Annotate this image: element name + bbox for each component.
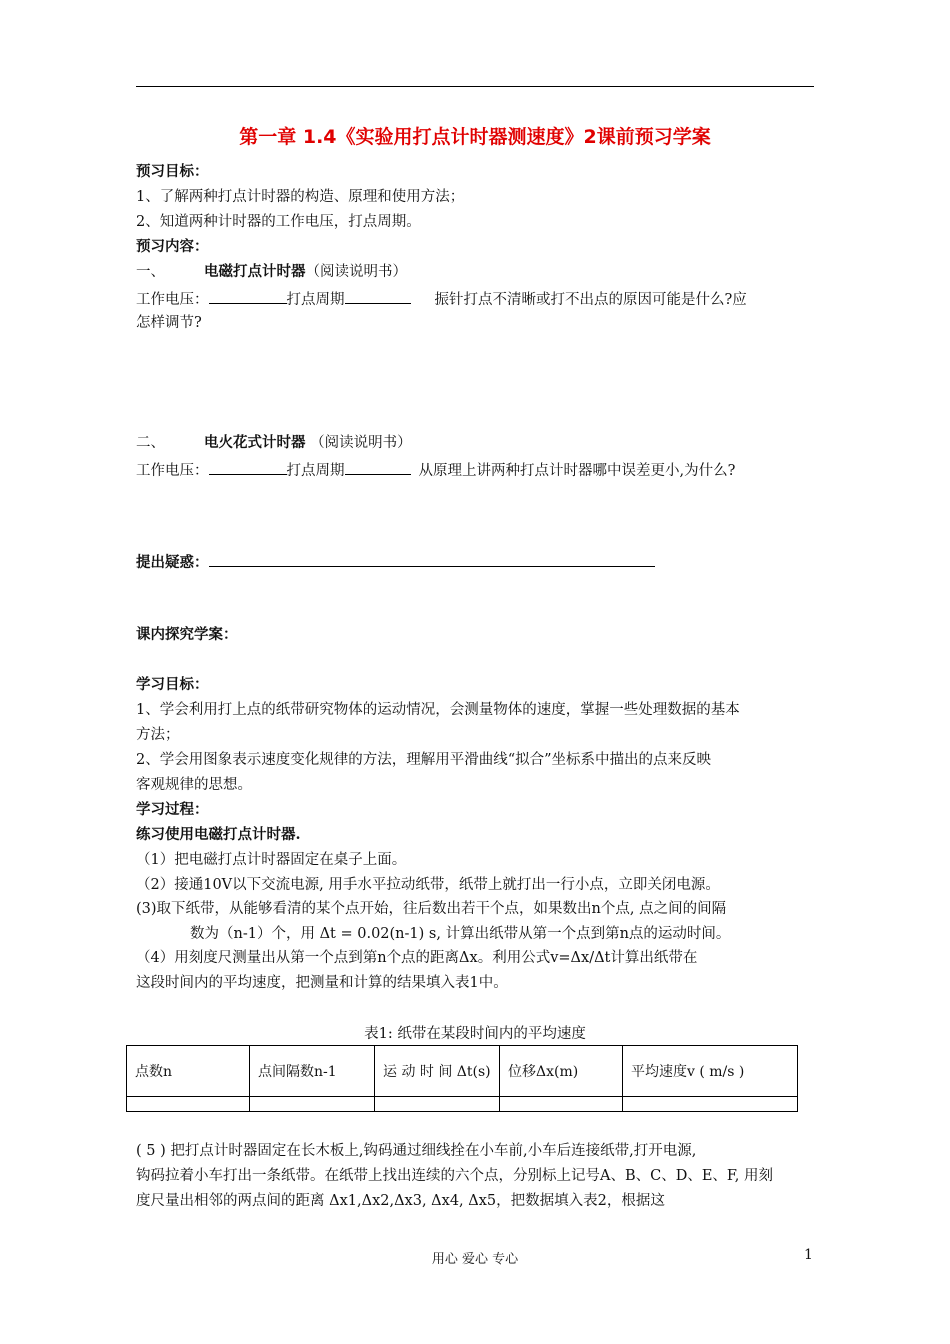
doubt-label: 提出疑惑： xyxy=(136,554,209,571)
practice-heading: 练习使用电磁打点计时器. xyxy=(136,826,301,843)
preview-goal-1: 1、了解两种打点计时器的构造、原理和使用方法； xyxy=(136,189,465,205)
table-header-cell: 位移Δx(m) xyxy=(500,1046,623,1097)
preview-content-heading: 预习内容： xyxy=(136,238,209,255)
section-1-fill-line xyxy=(136,288,747,310)
section-1-question: 振针打点不清晰或打不出点的原因可能是什么?应 xyxy=(434,292,747,308)
step-1: （1）把电磁打点计时器固定在桌子上面。 xyxy=(136,852,407,868)
table-header-cell: 平均速度v ( m/s ) xyxy=(623,1046,798,1097)
voltage-blank-2[interactable] xyxy=(209,459,287,475)
section-2-name: 电火花式计时器 xyxy=(204,434,306,451)
page-footer: 用心 爱心 专心 xyxy=(431,1252,519,1267)
inclass-heading: 课内探究学案： xyxy=(136,626,238,643)
process-heading: 学习过程： xyxy=(136,801,209,818)
learning-goal-1-cont: 方法； xyxy=(136,727,180,743)
step-4: （4）用刻度尺测量出从第一个点到第n个点的距离Δx。利用公式v=Δx/Δt计算出纸带在 xyxy=(136,950,698,966)
table-cell[interactable] xyxy=(623,1097,798,1112)
section-1-heading xyxy=(136,262,407,282)
period-blank-2[interactable] xyxy=(345,459,411,475)
step-5-cont-1: 钩码拉着小车打出一条纸带。在纸带上找出连续的六个点，分别标上记号A、B、C、D、E、F, 用刻 xyxy=(136,1168,773,1184)
preview-goal-2: 2、知道两种计时器的工作电压，打点周期。 xyxy=(136,214,421,230)
table-cell[interactable] xyxy=(127,1097,250,1112)
learning-goal-1: 1、学会利用打上点的纸带研究物体的运动情况，会测量物体的速度，掌握一些处理数据的基本 xyxy=(136,702,740,718)
learning-goals-heading: 学习目标： xyxy=(136,676,209,693)
learning-goal-2: 2、学会用图象表示速度变化规律的方法，理解用平滑曲线“拟合”坐标系中描出的点来反映 xyxy=(136,752,712,768)
table-header-row xyxy=(127,1046,798,1097)
table-cell[interactable] xyxy=(250,1097,375,1112)
page-title: 第一章 1.4《实验用打点计时器测速度》2课前预习学案 xyxy=(239,126,711,148)
doubt-line xyxy=(136,551,655,573)
doubt-blank[interactable] xyxy=(209,551,655,567)
voltage-label-2: 工作电压： xyxy=(136,463,209,479)
period-label-2: 打点周期 xyxy=(286,463,345,479)
step-2: （2）接通10V以下交流电源, 用手水平拉动纸带，纸带上就打出一行小点，立即关闭电源。 xyxy=(136,877,720,893)
table-cell[interactable] xyxy=(500,1097,623,1112)
table-caption: 表1: 纸带在某段时间内的平均速度 xyxy=(364,1026,586,1042)
section-1-name: 电磁打点计时器 xyxy=(204,263,306,280)
voltage-blank[interactable] xyxy=(209,288,287,304)
section-1-number: 一、 xyxy=(136,264,165,280)
section-2-number: 二、 xyxy=(136,435,165,451)
section-2-note: （阅读说明书） xyxy=(305,435,412,451)
section-2-heading xyxy=(136,433,412,453)
section-2-fill-line xyxy=(136,459,735,481)
table-header-cell: 点间隔数n-1 xyxy=(250,1046,375,1097)
section-1-note: （阅读说明书） xyxy=(305,264,407,280)
table-row xyxy=(127,1097,798,1112)
period-blank[interactable] xyxy=(345,288,411,304)
table-header-cell: 点数n xyxy=(127,1046,250,1097)
speed-table xyxy=(126,1045,798,1112)
voltage-label: 工作电压： xyxy=(136,292,209,308)
header-rule xyxy=(136,86,814,87)
step-5-cont-2: 度尺量出相邻的两点间的距离 Δx1,Δx2,Δx3, Δx4, Δx5，把数据填入表2，根据这 xyxy=(136,1193,665,1209)
preview-goals-heading: 预习目标： xyxy=(136,163,209,180)
table-cell[interactable] xyxy=(375,1097,500,1112)
table-header-cell: 运 动 时 间 Δt(s) xyxy=(375,1046,500,1097)
period-label: 打点周期 xyxy=(286,292,345,308)
section-1-question-cont: 怎样调节? xyxy=(136,315,202,331)
page-number: 1 xyxy=(804,1247,813,1263)
learning-goal-2-cont: 客观规律的思想。 xyxy=(136,777,252,793)
step-4-cont: 这段时间内的平均速度，把测量和计算的结果填入表1中。 xyxy=(136,975,508,991)
step-5: ( 5 ) 把打点计时器固定在长木板上,钩码通过细线拴在小车前,小车后连接纸带,打开电源, xyxy=(136,1143,697,1159)
step-3: (3)取下纸带，从能够看清的某个点开始，往后数出若干个点，如果数出n个点, 点之间的间隔 xyxy=(136,901,727,917)
step-3-cont: 数为（n-1）个，用 Δt = 0.02(n-1) s, 计算出纸带从第一个点到第n点的运动时间。 xyxy=(190,926,731,942)
section-2-question: 从原理上讲两种打点计时器哪中误差更小,为什么? xyxy=(418,463,736,479)
